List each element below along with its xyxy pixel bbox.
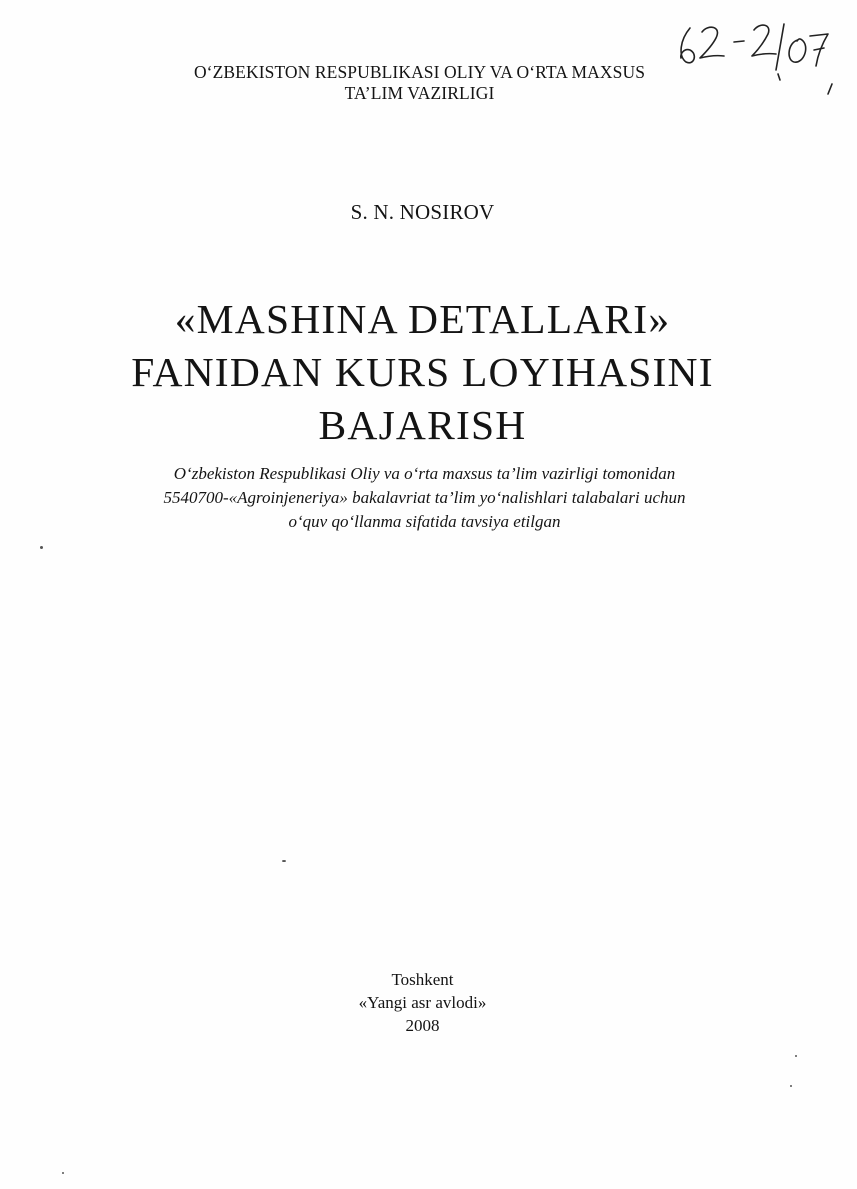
book-title (0, 293, 851, 452)
scan-speck (62, 1172, 64, 1174)
ministry-heading (0, 62, 848, 104)
title-line-2: FANIDAN KURS LOYIHASINI (131, 349, 714, 395)
scan-speck (790, 1085, 792, 1087)
scan-speck (795, 1055, 797, 1057)
imprint-publisher: «Yangi asr avlodi» (358, 993, 487, 1012)
ministry-line-1: O‘ZBEKISTON RESPUBLIKASI OLIY VA O‘RTA MAXSUS (193, 62, 646, 82)
author-name: S. N. NOSIROV (350, 200, 495, 224)
title-line-1: «MASHINA DETALLARI» (174, 296, 671, 342)
ministry-line-2: TA’LIM VAZIRLIGI (344, 83, 495, 103)
approval-line-3: o‘quv qo‘llanma sifatida tavsiya etilgan (288, 512, 561, 531)
imprint-year: 2008 (405, 1016, 440, 1035)
imprint (0, 968, 851, 1037)
imprint-city: Toshkent (391, 970, 454, 989)
scan-speck (282, 860, 286, 862)
title-line-3: BAJARISH (318, 402, 527, 448)
approval-statement (0, 462, 853, 534)
approval-line-1: O‘zbekiston Respublikasi Oliy va o‘rta maxsus ta’lim vazirligi tomonidan (173, 464, 676, 483)
approval-line-2: 5540700-«Agroinjeneriya» bakalavriat ta’lim yo‘nalishlari talabalari uchun (163, 488, 686, 507)
scan-speck (40, 546, 43, 549)
